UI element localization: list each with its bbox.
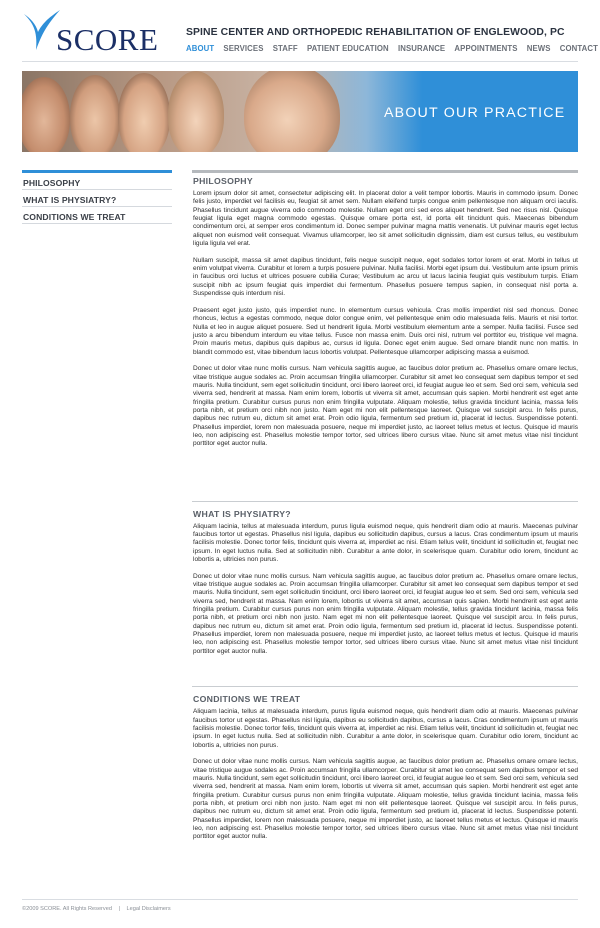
section-divider bbox=[192, 686, 578, 687]
footer-separator: | bbox=[118, 906, 120, 912]
staff-photo bbox=[70, 75, 120, 152]
paragraph: Aliquam lacinia, tellus at malesuada interdum, purus ligula euismod neque, quis hendrerit diam odio at mauris. Maecenas pulvinar faucibus tortor ut egestas. Phasellus nisl ligula, dapibus eu sollicitudin dapibus, cursus a lacus. Cras condimentum ipsum ut mauris facilisis molestie. Donec tortor felis, tincidunt quis viverra at, imperdiet ac nisi. Etiam tellus velit, tincidunt id sollicitudin et, feugiat nec ipsum. In eget luctus nulla. Sed at sollicitudin nibh. Curabitur a ante dolor, in scelerisque quam. Curabitur odio lorem, tincidunt ac lobortis a, ultricies non purus. bbox=[193, 708, 578, 749]
logo-wordmark: SCORE bbox=[56, 22, 159, 57]
nav-patient-education[interactable]: PATIENT EDUCATION bbox=[306, 44, 389, 53]
footer bbox=[22, 906, 171, 912]
staff-photo bbox=[168, 71, 224, 152]
sidebar-nav bbox=[22, 170, 172, 224]
footer-divider bbox=[22, 899, 578, 900]
nav-news[interactable]: NEWS bbox=[526, 44, 551, 53]
paragraph: Nullam suscipit, massa sit amet dapibus tincidunt, felis neque suscipit neque, eget sodales tortor lorem et erat. Morbi in tellus ut enim volutpat viverra. Curabitur et lorem a turpis posuere pulvinar. Nulla facilisi. Morbi eget ipsum dui. Vestibulum ante ipsum primis in faucibus orci luctus et ultrices posuere cubilia Curae; Vestibulum ac arcu ut lacus lacinia feugiat quis vestibulum turpis. Etiam suscipit nibh ac ipsum feugiat quis imperdiet dui fermentum. Phasellus posuere tempus sapien, in consequat nisl porta a. Suspendisse quis interdum nisi. bbox=[193, 256, 578, 298]
staff-photo bbox=[244, 71, 340, 152]
nav-insurance[interactable]: INSURANCE bbox=[397, 44, 446, 53]
nav-appointments[interactable]: APPOINTMENTS bbox=[454, 44, 518, 53]
paragraph: Donec ut dolor vitae nunc mollis cursus. Nam vehicula sagittis augue, ac faucibus dolor pretium ac. Phasellus ornare ornare lectus, vitae tristique augue sodales ac. Proin accumsan fringilla ullamcorper. Curabitur sit amet leo consequat sem dapibus tempor et sed mauris. Nulla tincidunt, sem eget sollicitudin tincidunt, orci libero laoreet orci, id feugiat augue leo et sem. Sed orci sem, vehicula sed viverra sed, hendrerit at massa. Nam enim lorem, lobortis ut viverra sit amet, accumsan quis sapien. Morbi hendrerit est eget ante fringilla pretium. Curabitur cursus purus non enim fringilla vulputate. Aliquam molestie, tellus gravida tincidunt lacinia, massa felis porta nibh, et pretium orci nibh non justo. Nam eget mi non elit pellentesque laoreet. Quisque vel suscipit arcu. In felis purus, dapibus nec rutrum eu, dictum sit amet erat. Proin odio ligula, fermentum sed pretium id, placerat id lectus. Suspendisse potenti. Phasellus imperdiet, lorem non malesuada posuere, neque mi imperdiet justo, ac laoreet tellus metus et lectus. Quisque id mauris leo, non adipiscing est. Phasellus molestie tempor tortor, sed ultrices libero cursus vitae. Nunc sit amet metus vitae nisl tincidunt porttitor eget auctor nulla. bbox=[193, 572, 578, 655]
section-what-is-physiatry bbox=[192, 501, 578, 657]
legal-disclaimers-link[interactable]: Legal Disclaimers bbox=[126, 906, 171, 912]
paragraph: Praesent eget justo justo, quis imperdiet nunc. In elementum cursus vehicula. Cras mollis imperdiet nisl sed rhoncus. Donec rhoncus, lectus a egestas commodo, neque dolor congue enim, vel pellentesque enim odio malesuada felis. Mauris et nisi tortor. Nulla et leo in augue aliquet posuere. Sed ut hendrerit ligula. Morbi vestibulum elementum ante a semper. Nulla facilisi. Fusce sed justo a arcu bibendum interdum eu vitae tellus. Fusce non massa enim. Duis orci nisl, rutrum vel porttitor eu, tristique vel magna. Proin mauris metus, dapibus quis dapibus ac, cursus id ligula. Donec eget enim augue. Sed ornare blandit nunc non mattis. In blandit commodo est, vitae bibendum lacus lobortis volutpat. Pellentesque ullamcorper adipiscing massa a euismod. bbox=[193, 306, 578, 356]
nav-contact[interactable]: CONTACT bbox=[559, 44, 598, 53]
section-heading: CONDITIONS WE TREAT bbox=[193, 694, 301, 705]
paragraph: Donec ut dolor vitae nunc mollis cursus. Nam vehicula sagittis augue, ac faucibus dolor pretium ac. Phasellus ornare ornare lectus, vitae tristique augue sodales ac. Proin accumsan fringilla ullamcorper. Curabitur sit amet leo consequat sem dapibus tempor et sed mauris. Nulla tincidunt, sem eget sollicitudin tincidunt, orci libero laoreet orci, id feugiat augue leo et sem. Sed orci sem, vehicula sed viverra sed, hendrerit at massa. Nam enim lorem, lobortis ut viverra sit amet, accumsan quis sapien. Morbi hendrerit est eget ante fringilla pretium. Curabitur cursus purus non enim fringilla vulputate. Aliquam molestie, tellus gravida tincidunt lacinia, massa felis porta nibh, et pretium orci nibh non justo. Nam eget mi non elit pellentesque laoreet. Quisque vel suscipit arcu. In felis purus, dapibus nec rutrum eu, dictum sit amet erat. Proin odio ligula, fermentum sed pretium id, placerat id lectus. Suspendisse potenti. Phasellus imperdiet, lorem non malesuada posuere, neque mi imperdiet justo, ac laoreet tellus metus et lectus. Quisque id mauris leo, non adipiscing est. Phasellus molestie tempor tortor, sed ultrices libero cursus vitae. Nunc sit amet metus vitae nisl tincidunt porttitor eget auctor nulla. bbox=[193, 758, 578, 841]
main-nav bbox=[186, 44, 598, 53]
score-logo[interactable] bbox=[22, 8, 162, 57]
sidebar-item-what-is-physiatry[interactable]: WHAT IS PHYSIATRY? bbox=[22, 190, 172, 207]
nav-services[interactable]: SERVICES bbox=[223, 44, 264, 53]
section-philosophy bbox=[192, 170, 578, 449]
practice-title: SPINE CENTER AND ORTHOPEDIC REHABILITATION OF ENGLEWOOD, PC bbox=[186, 27, 565, 38]
staff-photo bbox=[118, 73, 170, 152]
section-divider bbox=[192, 501, 578, 502]
banner-title: ABOUT OUR PRACTICE bbox=[384, 105, 566, 121]
nav-about[interactable]: ABOUT bbox=[186, 44, 215, 53]
sidebar-item-philosophy[interactable]: PHILOSOPHY bbox=[22, 173, 172, 190]
main-content bbox=[192, 170, 578, 850]
paragraph: Lorem ipsum dolor sit amet, consectetur adipiscing elit. In placerat dolor a velit tempor lobortis. Mauris in commodo ipsum. Donec felis justo, imperdiet vel facilisis eu, feugiat sit amet sem. Nullam eleifend turpis congue enim pellentesque non aliquam orci iaculis. Phasellus tincidunt augue viverra odio commodo molestie. Nullam eget orci sed eros aliquet hendrerit. Sed nec risus nisl. Quisque feugiat ligula eget magna commodo egestas. Quisque ornare porta est, id porta elit tincidunt quis. Maecenas bibendum condimentum orci, at semper eros condimentum id. Donec semper pulvinar magna mattis venenatis. Ut pulvinar mauris eget lectus aliquet non euismod velit consequat. Vivamus ullamcorper, leo sit amet sollicitudin dignissim, diam est cursus tellus, eu vestibulum ligula ligula vel erat. bbox=[193, 190, 578, 248]
nav-staff[interactable]: STAFF bbox=[272, 44, 298, 53]
sidebar-item-conditions-we-treat[interactable]: CONDITIONS WE TREAT bbox=[22, 207, 172, 224]
copyright-text: ©2009 SCORE. All Rights Reserved bbox=[22, 906, 112, 912]
section-heading: PHILOSOPHY bbox=[193, 176, 253, 186]
staff-photo bbox=[22, 77, 70, 152]
paragraph: Aliquam lacinia, tellus at malesuada interdum, purus ligula euismod neque, quis hendrerit diam odio at mauris. Maecenas pulvinar faucibus tortor ut egestas. Phasellus nisl ligula, dapibus eu sollicitudin dapibus, cursus a lacus. Cras condimentum ipsum ut mauris facilisis molestie. Donec tortor felis, tincidunt quis viverra at, imperdiet ac nisi. Etiam tellus velit, tincidunt id sollicitudin et, feugiat nec ipsum. In eget luctus nulla. Sed at sollicitudin nibh. Curabitur a ante dolor, in scelerisque quam. Curabitur odio lorem, tincidunt ac lobortis a, ultricies non purus. bbox=[193, 522, 578, 564]
hero-banner bbox=[22, 71, 578, 152]
section-heading: WHAT IS PHYSIATRY? bbox=[193, 508, 291, 519]
paragraph: Donec ut dolor vitae nunc mollis cursus. Nam vehicula sagittis augue, ac faucibus dolor pretium ac. Phasellus ornare ornare lectus, vitae tristique augue sodales ac. Proin accumsan fringilla ullamcorper. Curabitur sit amet leo consequat sem dapibus tempor et sed mauris. Nulla tincidunt, sem eget sollicitudin tincidunt, orci libero laoreet orci, id feugiat augue leo et sem. Sed orci sem, vehicula sed viverra sed, hendrerit at massa. Nam enim lorem, lobortis ut viverra sit amet, accumsan quis sapien. Morbi hendrerit est eget ante fringilla pretium. Curabitur cursus purus non enim fringilla vulputate. Aliquam molestie, tellus gravida tincidunt lacinia, massa felis porta nibh, et pretium orci nibh non justo. Nam eget mi non elit pellentesque laoreet. Quisque vel suscipit arcu. In felis purus, dapibus nec rutrum eu, dictum sit amet erat. Proin odio ligula, fermentum sed pretium id, placerat id lectus. Suspendisse potenti. Phasellus imperdiet, lorem non malesuada posuere, neque mi imperdiet justo, ac laoreet tellus metus et lectus. Quisque id mauris leo, non adipiscing est. Phasellus molestie tempor tortor, sed ultrices libero cursus vitae. Nunc sit amet metus vitae nisl tincidunt porttitor eget auctor nulla. bbox=[193, 365, 578, 448]
header-divider bbox=[22, 61, 578, 62]
section-conditions-we-treat bbox=[192, 686, 578, 842]
